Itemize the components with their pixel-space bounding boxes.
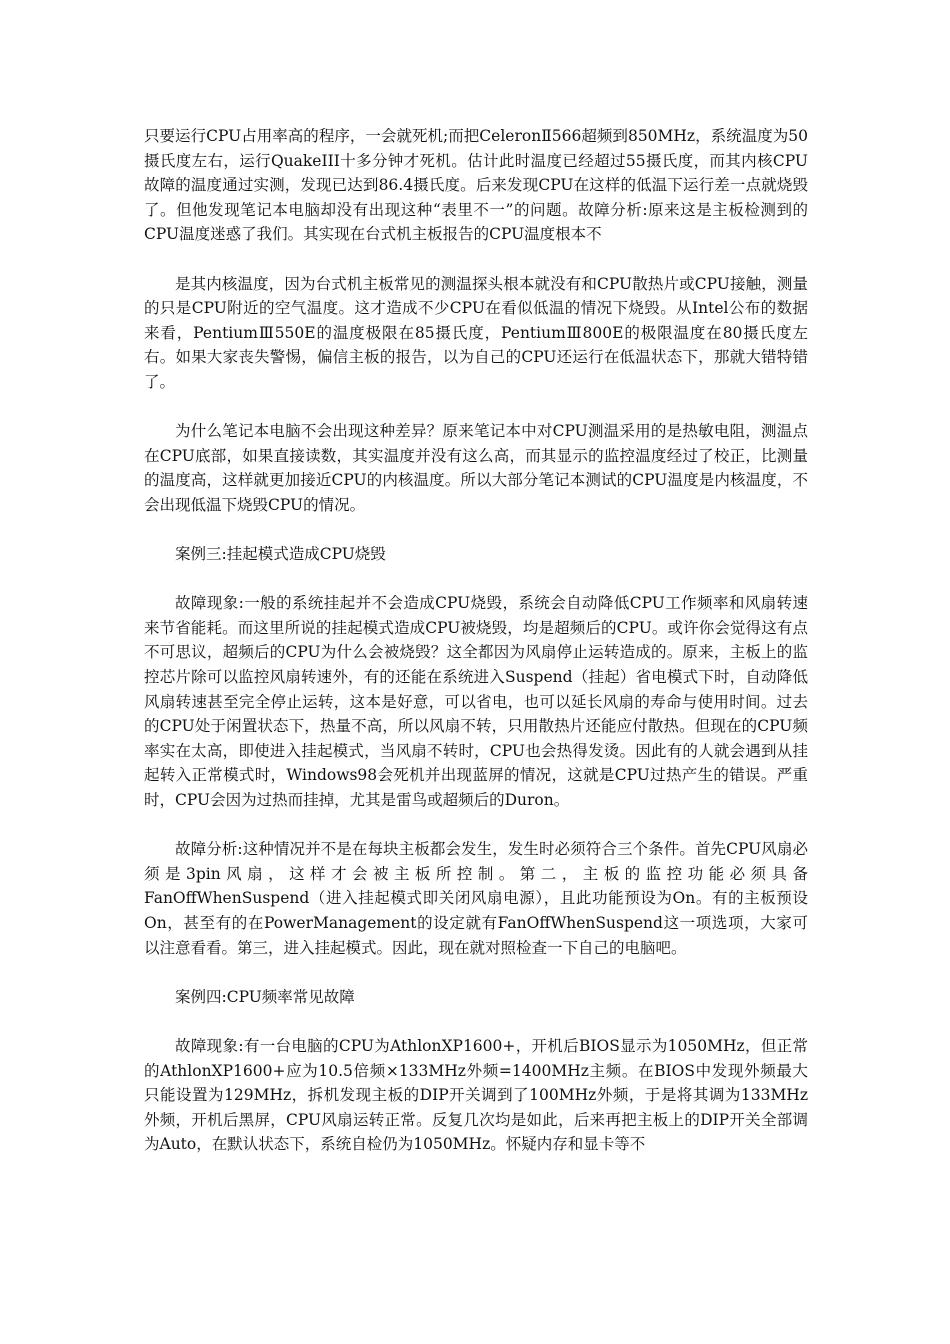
paragraph-6: 故障现象:有一台电脑的CPU为AthlonXP1600+，开机后BIOS显示为1050MHz，但正常的AthlonXP1600+应为10.5倍频×133MHz外频=1400MHz主频。在BIOS中发现外频最大只能设置为129MHz，拆机发现主板的DIP开关调到了100MHz外频，于是将其调为133MHz外频，开机后黑屏，CPU风扇运转正常。反复几次均是如此，后来再把主板上的DIP开关全部调为Auto，在默认状态下，系统自检仍为1050MHz。怀疑内存和显卡等不	[144, 1036, 808, 1154]
section-heading-case-3: 案例三:挂起模式造成CPU烧毁	[175, 545, 386, 564]
paragraph-1: 只要运行CPU占用率高的程序，一会就死机;而把CeleronⅡ566超频到850MHz，系统温度为50摄氏度左右，运行QuakeIII十多分钟才死机。估计此时温度已经超过55摄氏度，而其内核CPU故障的温度通过实测，发现已达到86.4摄氏度。后来发现CPU在这样的低温下运行差一点就烧毁了。但他发现笔记本电脑却没有出现这种“表里不一”的问题。故障分析:原来这是主板检测到的CPU温度迷惑了我们。其实现在台式机主板报告的CPU温度根本不	[144, 127, 808, 244]
section-heading-case-4: 案例四:CPU频率常见故障	[175, 987, 355, 1006]
paragraph-4: 故障现象:一般的系统挂起并不会造成CPU烧毁，系统会自动降低CPU工作频率和风扇转速来节省能耗。而这里所说的挂起模式造成CPU被烧毁，均是超频后的CPU。或许你会觉得这有点不可思议，超频后的CPU为什么会被烧毁？这全都因为风扇停止运转造成的。原来，主板上的监控芯片除可以监控风扇转速外，有的还能在系统进入Suspend（挂起）省电模式下时，自动降低风扇转速甚至完全停止运转，这本是好意，可以省电，也可以延长风扇的寿命与使用时间。过去的CPU处于闲置状态下，热量不高，所以风扇不转，只用散热片还能应付散热。但现在的CPU频率实在太高，即使进入挂起模式，当风扇不转时，CPU也会热得发烫。因此有的人就会遇到从挂起转入正常模式时，Windows98会死机并出现蓝屏的情况，这就是CPU过热产生的错误。严重时，CPU会因为过热而挂掉，尤其是雷鸟或超频后的Duron。	[144, 594, 808, 810]
document-body	[144, 124, 808, 1182]
paragraph-3: 为什么笔记本电脑不会出现这种差异？原来笔记本中对CPU测温采用的是热敏电阻，测温点在CPU底部，如果直接读数，其实温度并没有这么高，而其显示的监控温度经过了校正，比测量的温度高，这样就更加接近CPU的内核温度。所以大部分笔记本测试的CPU温度是内核温度，不会出现低温下烧毁CPU的情况。	[144, 422, 808, 514]
paragraph-5: 故障分析:这种情况并不是在每块主板都会发生，发生时必须符合三个条件。首先CPU风扇必须是3pin风扇，这样才会被主板所控制。第二，主板的监控功能必须具备FanOffWhenSuspend（进入挂起模式即关闭风扇电源），且此功能预设为On。有的主板预设On，甚至有的在PowerManagement的设定就有FanOffWhenSuspend这一项选项，大家可以注意看看。第三，进入挂起模式。因此，现在就对照检查一下自己的电脑吧。	[144, 840, 808, 957]
paragraph-2: 是其内核温度，因为台式机主板常见的测温探头根本就没有和CPU散热片或CPU接触，测量的只是CPU附近的空气温度。这才造成不少CPU在看似低温的情况下烧毁。从Intel公布的数据来看，PentiumⅢ550E的温度极限在85摄氏度，PentiumⅢ800E的极限温度在80摄氏度左右。如果大家丧失警惕，偏信主板的报告，以为自己的CPU还运行在低温状态下，那就大错特错了。	[144, 274, 808, 391]
